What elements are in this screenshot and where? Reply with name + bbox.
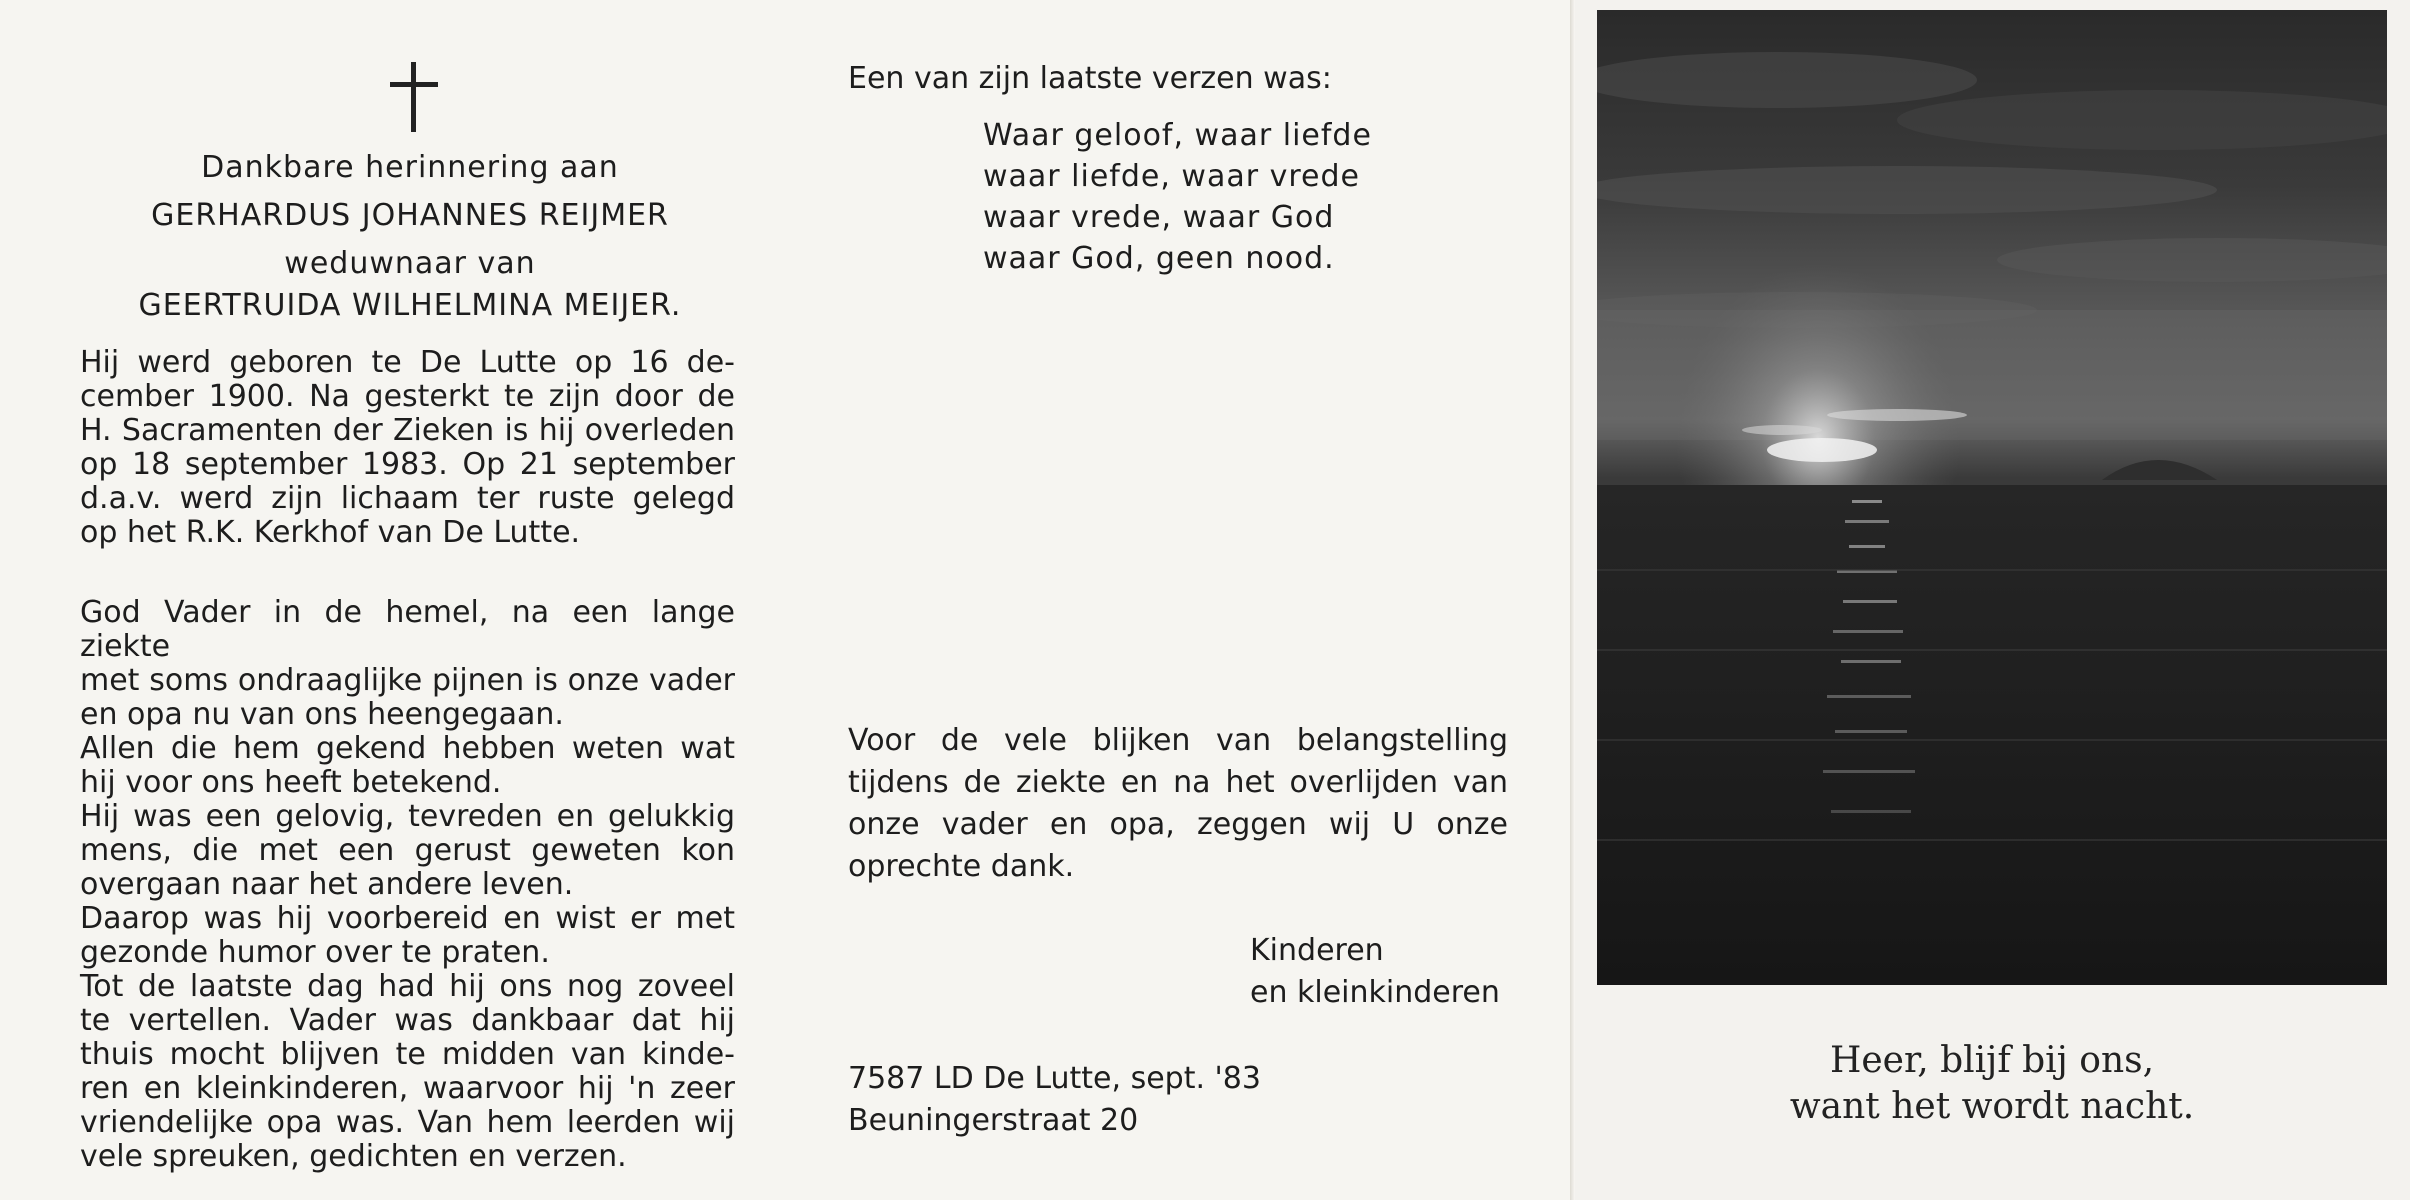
text-line: hij voor ons heeft betekend. xyxy=(80,765,502,800)
poem-line: waar liefde, waar vrede xyxy=(983,159,1360,194)
signature-line: en kleinkinderen xyxy=(1250,975,1500,1010)
text-line: cember 1900. Na gesterkt te zijn door de xyxy=(80,379,735,414)
text-line: ren en kleinkinderen, waarvoor hij 'n zeer xyxy=(80,1071,735,1106)
text-line: gezonde humor over te praten. xyxy=(80,935,550,970)
text-line: met soms ondraaglijke pijnen is onze vader xyxy=(80,663,735,698)
text-line: Tot de laatste dag had hij ons nog zoveel xyxy=(80,969,735,1004)
intro-line: Dankbare herinnering aan xyxy=(201,150,619,185)
signature xyxy=(1250,930,1500,1014)
cross-icon xyxy=(390,62,438,132)
relation-line: weduwnaar van xyxy=(284,246,536,281)
text-line: Hij was een gelovig, tevreden en gelukkig xyxy=(80,799,735,834)
poem-line: waar vrede, waar God xyxy=(983,200,1335,235)
text-line: Allen die hem gekend hebben weten wat xyxy=(80,731,735,766)
text-line: Voor de vele blijken van belangstelling xyxy=(848,723,1508,758)
address-line: Beuningerstraat 20 xyxy=(848,1103,1139,1138)
text-line: Daarop was hij voorbereid en wist er met xyxy=(80,901,735,936)
text-line: mens, die met een gerust geweten kon xyxy=(80,833,735,868)
text-line: op het R.K. Kerkhof van De Lutte. xyxy=(80,515,581,550)
text-line: onze vader en opa, zeggen wij U onze xyxy=(848,807,1508,842)
poem xyxy=(983,115,1372,279)
text-line: oprechte dank. xyxy=(848,849,1075,884)
caption-line: Heer, blijf bij ons, xyxy=(1829,1040,2155,1081)
text-line: vriendelijke opa was. Van hem leerden wij xyxy=(80,1105,735,1140)
deceased-name: GERHARDUS JOHANNES REIJMER xyxy=(151,198,669,233)
text-line: Hij werd geboren te De Lutte op 16 de- xyxy=(80,345,735,380)
text-line: H. Sacramenten der Zieken is hij overleden xyxy=(80,413,735,448)
text-line: tijdens de ziekte en na het overlijden van xyxy=(848,765,1508,800)
text-line: d.a.v. werd zijn lichaam ter ruste gelegd xyxy=(80,481,735,516)
verse-intro: Een van zijn laatste verzen was: xyxy=(848,61,1332,96)
spouse-name: GEERTRUIDA WILHELMINA MEIJER. xyxy=(138,288,682,323)
address-line: 7587 LD De Lutte, sept. '83 xyxy=(848,1061,1261,1096)
caption xyxy=(1597,1038,2387,1130)
address xyxy=(848,1058,1261,1142)
poem-line: waar God, geen nood. xyxy=(983,241,1335,276)
thanks-paragraph xyxy=(848,720,1508,888)
text-line: overgaan naar het andere leven. xyxy=(80,867,574,902)
tribute-paragraph xyxy=(80,596,735,1174)
moonlit-sea-photo xyxy=(1597,10,2387,985)
text-line: God Vader in de hemel, na een lange ziekte xyxy=(80,595,735,664)
text-line: vele spreuken, gedichten en verzen. xyxy=(80,1139,627,1174)
text-line: op 18 september 1983. Op 21 september xyxy=(80,447,735,482)
biography-paragraph xyxy=(80,346,735,550)
text-line: thuis mocht blijven te midden van kinde- xyxy=(80,1037,735,1072)
poem-line: Waar geloof, waar liefde xyxy=(983,118,1372,153)
caption-line: want het wordt nacht. xyxy=(1789,1086,2195,1127)
signature-line: Kinderen xyxy=(1250,933,1384,968)
text-line: en opa nu van ons heengegaan. xyxy=(80,697,564,732)
text-line: te vertellen. Vader was dankbaar dat hij xyxy=(80,1003,735,1038)
